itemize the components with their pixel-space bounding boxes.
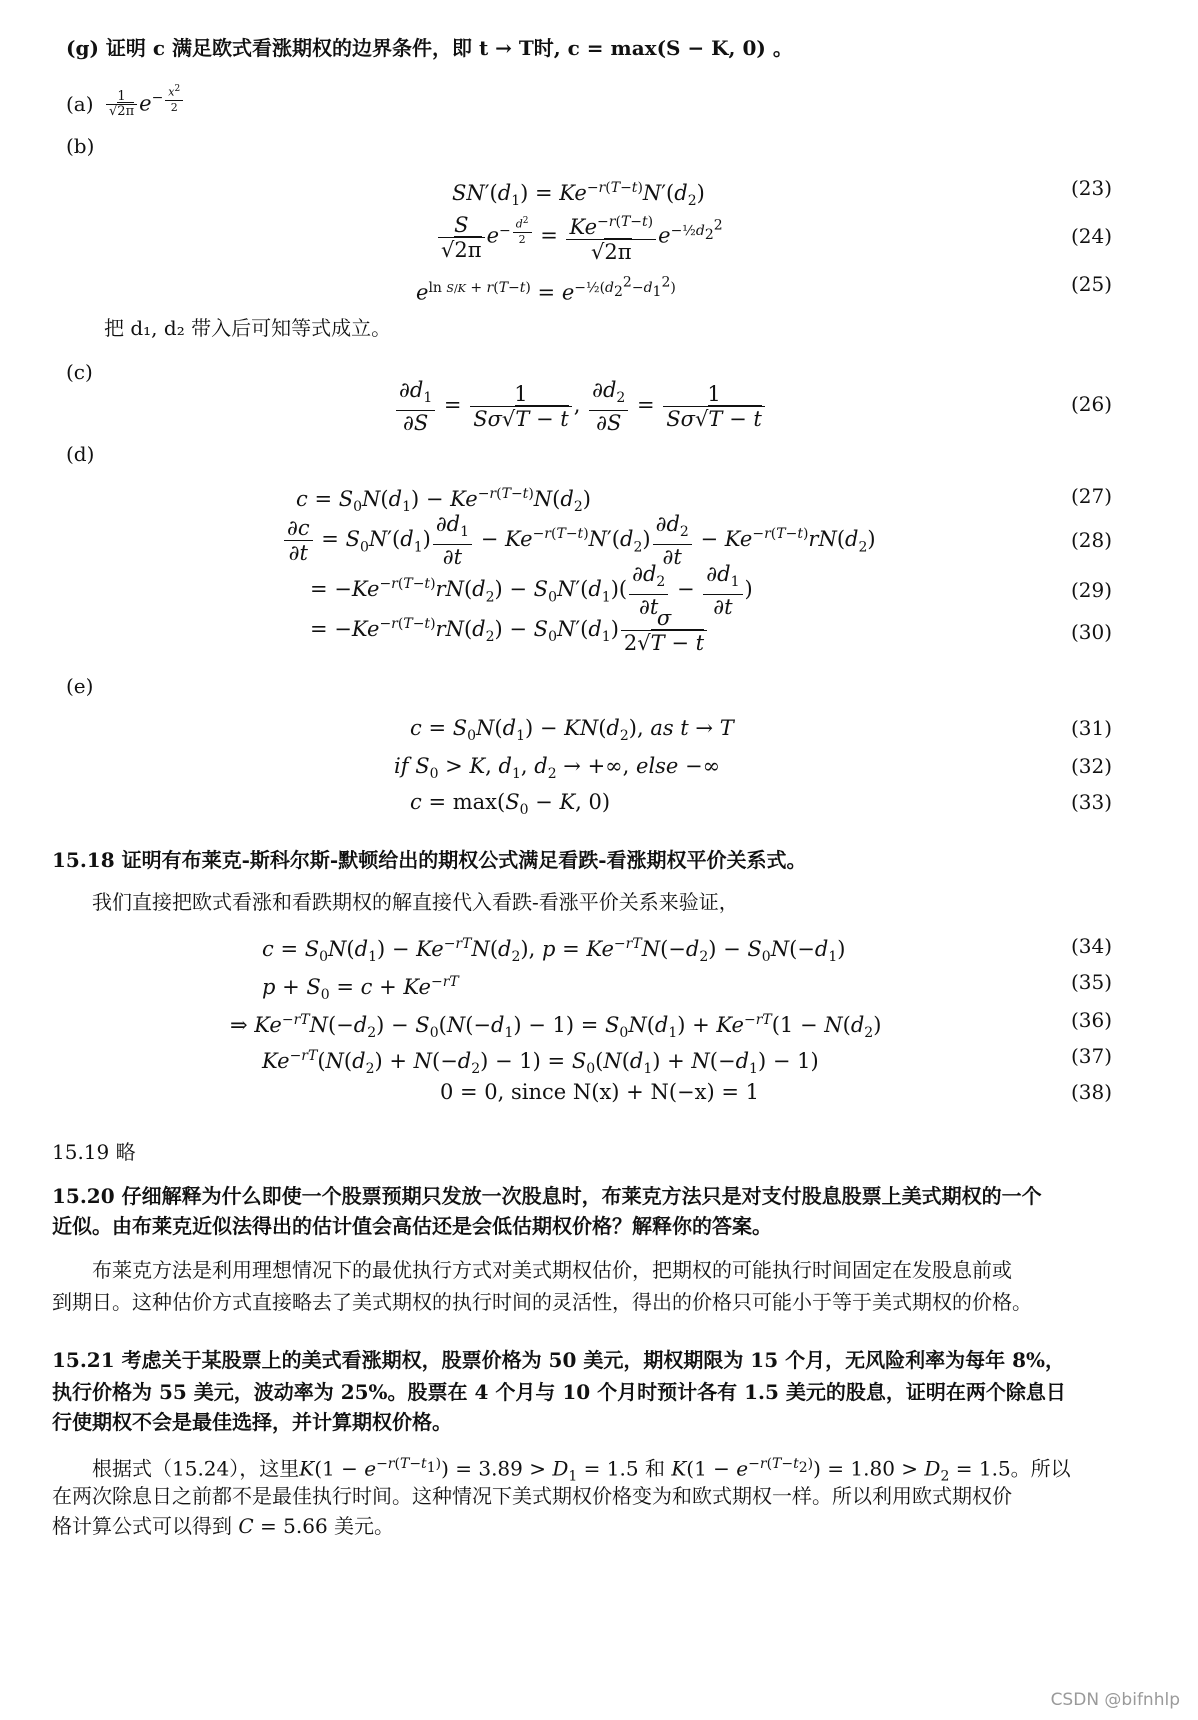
equation-28: $\frac{\partial c}{\partial t}$ = $S_0N'(d_1)$ $\frac{\partial d_1}{\partial t}$ − $Ke^{-r(T-t)}N'(d_2)$ $\frac{\partial d_2}{\partial t}$ − $Ke^{-r(T-t)}rN(d_2)$ [282, 512, 876, 569]
equation-number-36: (36) [1070, 1008, 1112, 1032]
equation-29: = $-Ke^{-r(T-t)}rN(d_2) - S_0N'(d_1)$( $\frac{\partial d_2}{\partial t}$ − $\frac{\partial d_1}{\partial t}$ ) [310, 562, 753, 620]
equation-number-24: (24) [1070, 224, 1112, 248]
part-d-label: (d) [66, 442, 95, 466]
question-15-21-line-1: 15.21 考虑关于某股票上的美式看涨期权，股票价格为 50 美元，期权期限为 15 个月，无风险利率为每年 8%， [52, 1348, 1065, 1372]
question-15-21-line-3: 行使期权不会是最佳选择，并计算期权价格。 [52, 1410, 452, 1434]
equation-31: $c = S_0N(d_1) - KN(d_2)$, as t → T [410, 716, 734, 745]
answer-15-21-prefix: 根据式（15.24），这里 [92, 1456, 300, 1481]
part-b-label: (b) [66, 134, 95, 158]
answer-15-21-line-1: 根据式（15.24），这里$K(1 - e^{-r(T-t_1)}) = 3.89 > D_1 = 1.5$ 和 $K(1 - e^{-r(T-t_2)}) = 1.80 > D_2 = 1.5$。所以 [92, 1456, 1071, 1485]
equation-number-37: (37) [1070, 1044, 1112, 1068]
part-c-label: (c) [66, 360, 93, 384]
equation-number-26: (26) [1070, 392, 1112, 416]
part-a-label: (a) [66, 92, 94, 116]
equation-30: = $-Ke^{-r(T-t)}rN(d_2) - S_0N'(d_1)$ $\frac{\sigma}{2√T - t}$ [310, 606, 709, 655]
answer-15-21-and: 和 [638, 1456, 672, 1481]
equation-number-28: (28) [1070, 528, 1112, 552]
equation-34: $c = S_0N(d_1) - Ke^{-rT}N(d_2)$, $p = Ke^{-rT}N(-d_2) - S_0N(-d_1)$ [262, 936, 846, 966]
equation-36: ⇒ $Ke^{-rT}N(-d_2) - S_0(N(-d_1) - 1) = S_0N(d_1) + Ke^{-rT}(1 - N(d_2)$ [230, 1012, 882, 1042]
equation-number-35: (35) [1070, 970, 1112, 994]
question-15-20-line-2: 近似。由布莱克近似法得出的估计值会高估还是会低估期权价格？解释你的答案。 [52, 1214, 772, 1238]
answer-15-20-line-1: 布莱克方法是利用理想情况下的最优执行方式对美式期权估价，把期权的可能执行时间固定在发股息前或 [92, 1258, 1012, 1282]
equation-number-32: (32) [1070, 754, 1112, 778]
question-15-18: 15.18 证明有布莱克-斯科尔斯-默顿给出的期权公式满足看跌-看涨期权平价关系式。 [52, 848, 807, 872]
equation-number-34: (34) [1070, 934, 1112, 958]
equation-24: $\frac{S}{√2\pi}$ $e^{- \frac{d^2}{2}}$ = $\frac{Ke^{-r(T-t)}}{√2\pi}$ $e^{-\frac{1}{2}d_2^2}$ [436, 210, 723, 264]
question-15-20-line-1: 15.20 仔细解释为什么即使一个股票预期只发放一次股息时，布莱克方法只是对支付股息股票上美式期权的一个 [52, 1184, 1042, 1208]
equation-38: 0 = 0, since N(x) + N(−x) = 1 [440, 1080, 759, 1104]
equation-37: $Ke^{-rT}(N(d_2) + N(-d_2) - 1) = S_0(N(d_1) + N(-d_1) - 1)$ [262, 1048, 819, 1078]
equation-number-29: (29) [1070, 578, 1112, 602]
question-15-18-intro: 我们直接把欧式看涨和看跌期权的解直接代入看跌-看涨平价关系来验证， [92, 890, 739, 914]
equation-number-33: (33) [1070, 790, 1112, 814]
equation-number-30: (30) [1070, 620, 1112, 644]
equation-number-27: (27) [1070, 484, 1112, 508]
equation-26: $\frac{\partial d_1}{\partial S}$ = $\frac{1}{S\sigma√T - t}$ , $\frac{\partial d_2}{\partial S}$ = $\frac{1}{S\sigma√T - t}$ [394, 378, 767, 435]
watermark: CSDN @bifnhlp [1050, 1690, 1180, 1710]
answer-15-21-result-suffix: 美元。 [327, 1514, 395, 1538]
equation-number-31: (31) [1070, 716, 1112, 740]
equation-27: $c = S_0N(d_1) - Ke^{-r(T-t)}N(d_2)$ [296, 486, 591, 516]
part-g-statement: (g) 证明 c 满足欧式看涨期权的边界条件，即 t → T时, c = max(S − K, 0) 。 [66, 36, 793, 60]
part-e-label: (e) [66, 674, 94, 698]
answer-15-20-line-2: 到期日。这种估价方式直接略去了美式期权的执行时间的灵活性，得出的价格只可能小于等于美式期权的价格。 [52, 1290, 1032, 1314]
equation-number-25: (25) [1070, 272, 1112, 296]
equation-32: if $S_0 > K$, $d_1$, $d_2$ → +∞, else −∞ [394, 754, 721, 783]
equation-35: $p + S_0 = c + Ke^{-rT}$ [262, 974, 459, 1004]
equation-number-38: (38) [1070, 1080, 1112, 1104]
question-15-21-line-2: 执行价格为 55 美元，波动率为 25%。股票在 4 个月与 10 个月时预计各有 1.5 美元的股息，证明在两个除息日 [52, 1380, 1066, 1404]
part-a-formula: $\frac{1}{√2\pi}$ $e^{- \frac{x^2}{2}}$ [104, 82, 185, 119]
answer-15-21-suffix: 。所以 [1010, 1456, 1071, 1481]
answer-15-21-line-3: 格计算公式可以得到 C = 5.66 美元。 [52, 1514, 395, 1538]
equation-number-23: (23) [1070, 176, 1112, 200]
equation-23: $SN'(d_1) = Ke^{-r(T-t)}N'(d_2)$ [452, 180, 705, 210]
equation-25: $e^{ln S/K + r(T-t)} = e^{-\frac{1}{2}(d_2^2-d_1^2)}$ [416, 274, 676, 305]
answer-15-21-result-prefix: 格计算公式可以得到 [52, 1514, 239, 1538]
answer-15-21-line-2: 在两次除息日之前都不是最佳执行时间。这种情况下美式期权价格变为和欧式期权一样。所以利用欧式期权价 [52, 1484, 1012, 1508]
question-15-19: 15.19 略 [52, 1140, 136, 1164]
equation-33: $c = \max(S_0 - K$, 0) [410, 790, 611, 819]
part-b-note: 把 d₁, d₂ 带入后可知等式成立。 [104, 316, 392, 340]
